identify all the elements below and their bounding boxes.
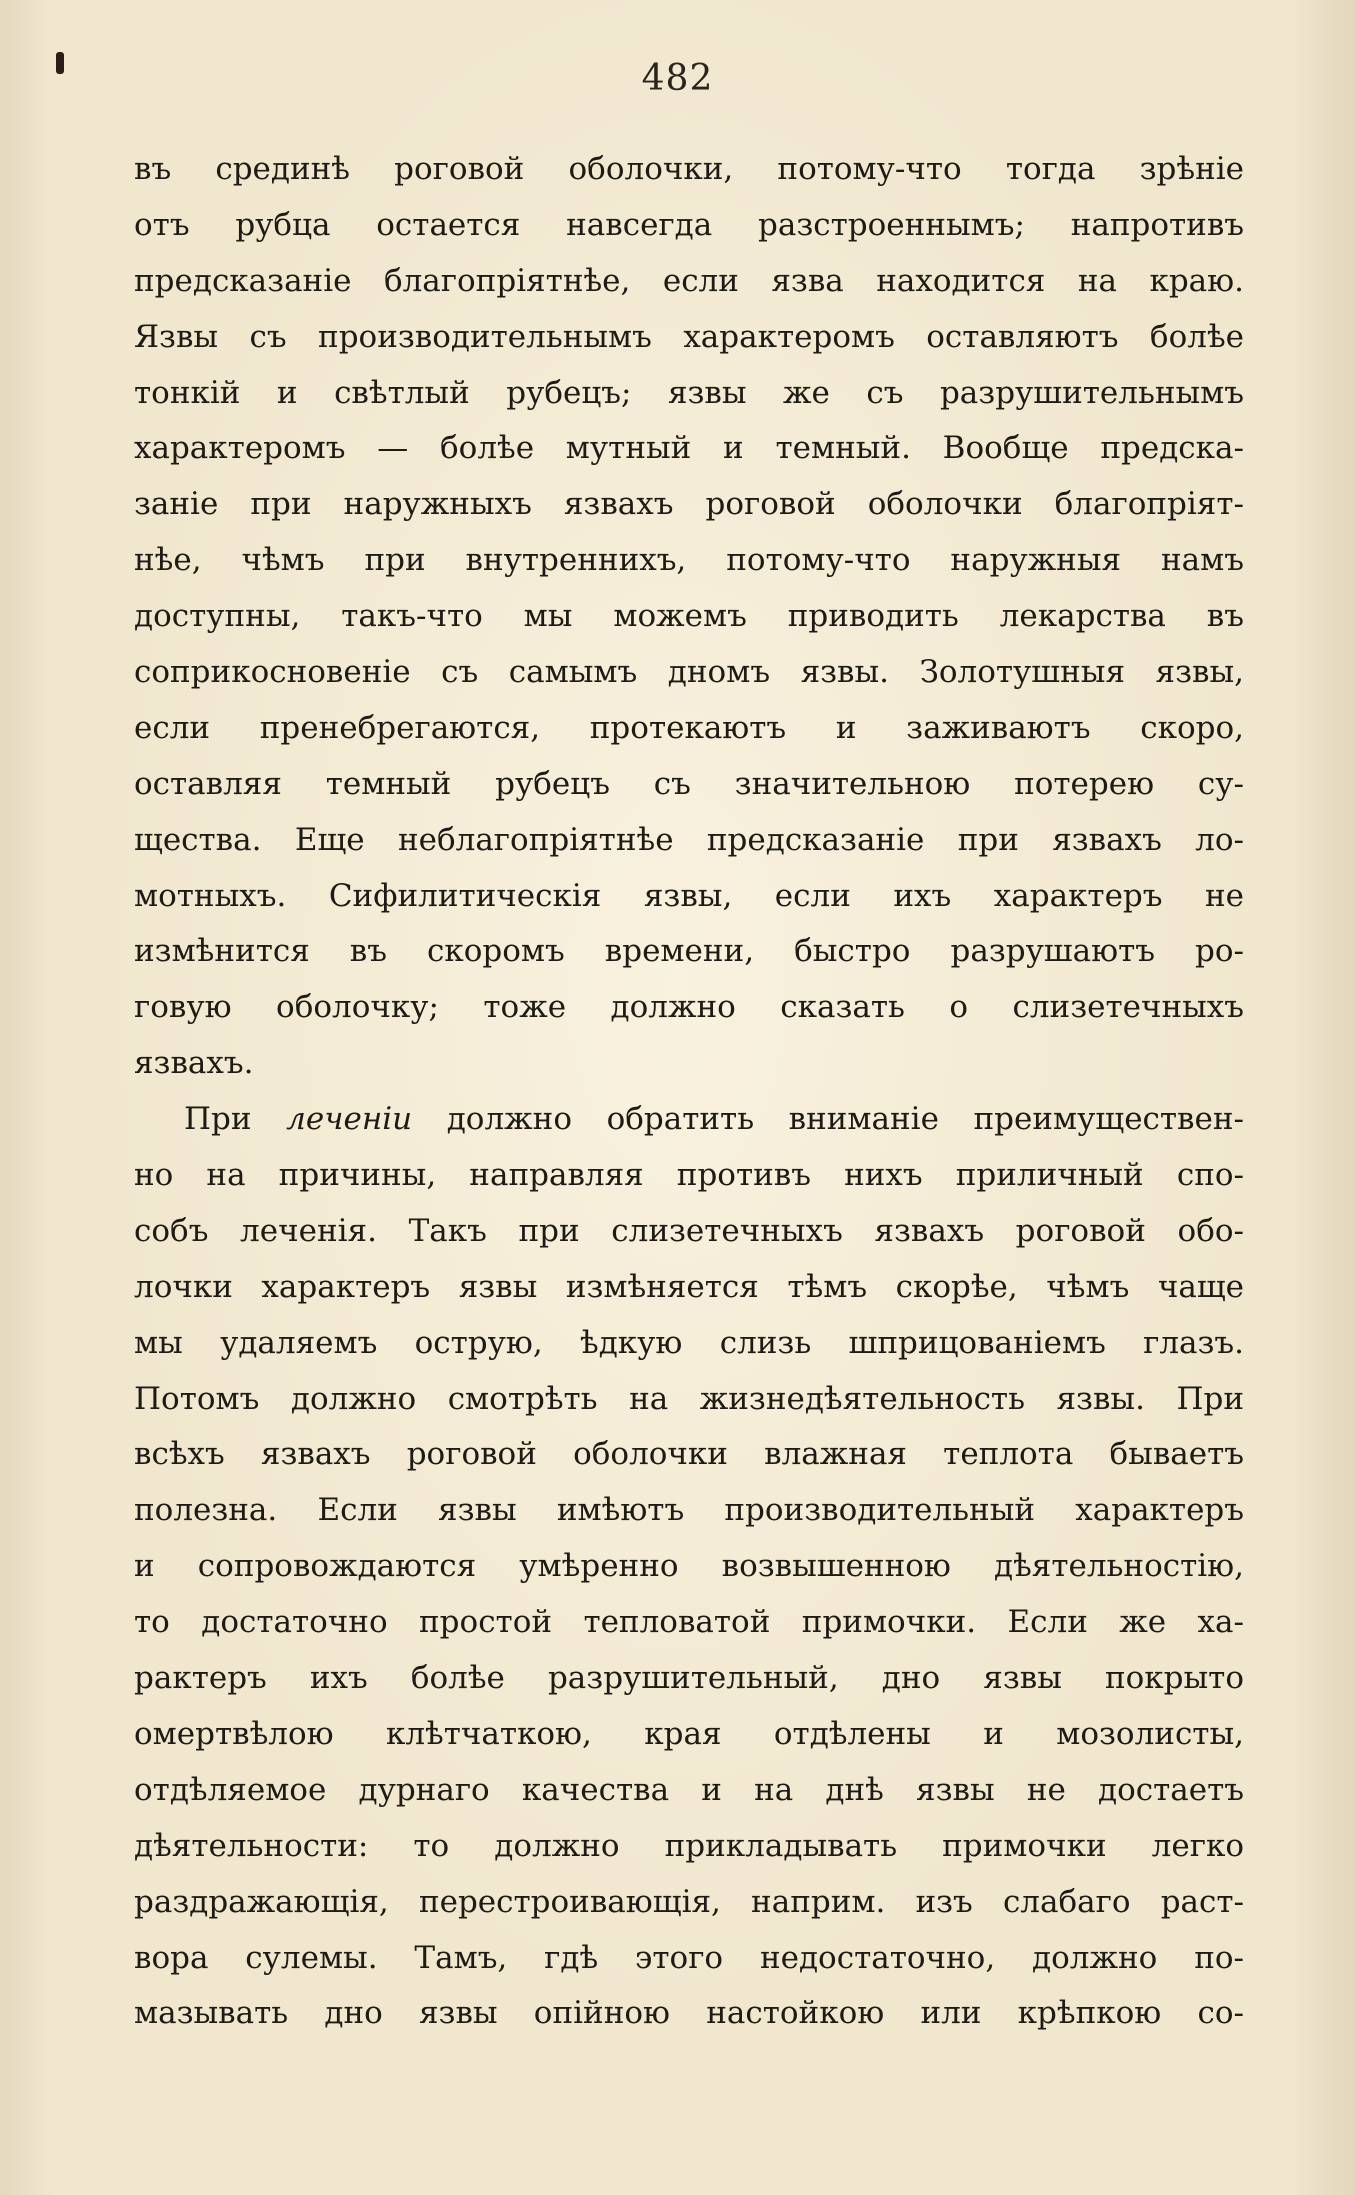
- text-line: если пренебрегаются, протекаютъ и заживаютъ скоро,: [134, 709, 1244, 746]
- text-line: полезна. Если язвы имѣютъ производительный характеръ: [134, 1492, 1244, 1529]
- text-line: лочки характеръ язвы измѣняется тѣмъ скорѣе, чѣмъ чаще: [134, 1268, 1244, 1305]
- text-line: оставляя темный рубецъ съ значительною потерею су-: [134, 765, 1244, 802]
- text-line: но на причины, направляя противъ нихъ приличный спо-: [134, 1157, 1244, 1194]
- text-line: предсказаніе благопріятнѣе, если язва находится на краю.: [134, 262, 1244, 299]
- text-line: измѣнится въ скоромъ времени, быстро разрушаютъ ро-: [134, 933, 1244, 970]
- text-line: характеромъ — болѣе мутный и темный. Вообще предска-: [134, 430, 1244, 467]
- text-line: то достаточно простой тепловатой примочки. Если же ха-: [134, 1604, 1244, 1641]
- text-line: дѣятельности: то должно прикладывать примочки легко: [134, 1827, 1244, 1864]
- text-line: Язвы съ производительнымъ характеромъ оставляютъ болѣе: [134, 318, 1244, 355]
- text-line: мы удаляемъ острую, ѣдкую слизь шприцованіемъ глазъ.: [134, 1324, 1244, 1361]
- text-line: язвахъ.: [134, 1045, 254, 1082]
- text-line: рактеръ ихъ болѣе разрушительный, дно язвы покрыто: [134, 1660, 1244, 1697]
- text-line: отъ рубца остается навсегда разстроеннымъ; напротивъ: [134, 206, 1244, 243]
- text-line: доступны, такъ-что мы можемъ приводить лекарства въ: [134, 598, 1244, 635]
- text-line: собъ леченія. Такъ при слизетечныхъ язвахъ роговой обо-: [134, 1212, 1244, 1249]
- text-line: вора сулемы. Тамъ, гдѣ этого недостаточно, должно по-: [134, 1939, 1244, 1976]
- text-run: должно обратить вниманіе преимуществен-: [412, 1101, 1244, 1138]
- text-line: тонкій и свѣтлый рубецъ; язвы же съ разрушительнымъ: [134, 374, 1244, 411]
- paragraph-start-line: [134, 1092, 1244, 1148]
- text-line: нѣе, чѣмъ при внутреннихъ, потому-что наружныя намъ: [134, 542, 1244, 579]
- text-line: щества. Еще неблагопріятнѣе предсказаніе при язвахъ ло-: [134, 821, 1244, 858]
- text-run: При: [184, 1101, 287, 1138]
- text-line: соприкосновеніе съ самымъ дномъ язвы. Золотушныя язвы,: [134, 654, 1244, 691]
- text-line: мотныхъ. Сифилитическія язвы, если ихъ характеръ не: [134, 877, 1244, 914]
- body-text: [134, 142, 1244, 2042]
- text-line: говую оболочку; тоже должно сказать о слизетечныхъ: [134, 989, 1244, 1026]
- text-line: раздражающія, перестроивающія, наприм. изъ слабаго раст-: [134, 1883, 1244, 1920]
- text-line: отдѣляемое дурнаго качества и на днѣ язвы не достаетъ: [134, 1771, 1244, 1808]
- page-number: 482: [641, 58, 714, 99]
- emphasized-term: леченіи: [286, 1101, 413, 1138]
- text-line: омертвѣлою клѣтчаткою, края отдѣлены и мозолисты,: [134, 1715, 1244, 1752]
- text-line: и сопровождаются умѣренно возвышенною дѣятельностію,: [134, 1548, 1244, 1585]
- text-line: Потомъ должно смотрѣть на жизнедѣятельность язвы. При: [134, 1380, 1244, 1417]
- text-line: всѣхъ язвахъ роговой оболочки влажная теплота бываетъ: [134, 1436, 1244, 1473]
- text-line: заніе при наружныхъ язвахъ роговой оболочки благопріят-: [134, 486, 1244, 523]
- text-line: въ срединѣ роговой оболочки, потому-что тогда зрѣніе: [134, 151, 1244, 187]
- text-line: мазывать дно язвы опійною настойкою или крѣпкою со-: [134, 1995, 1244, 2032]
